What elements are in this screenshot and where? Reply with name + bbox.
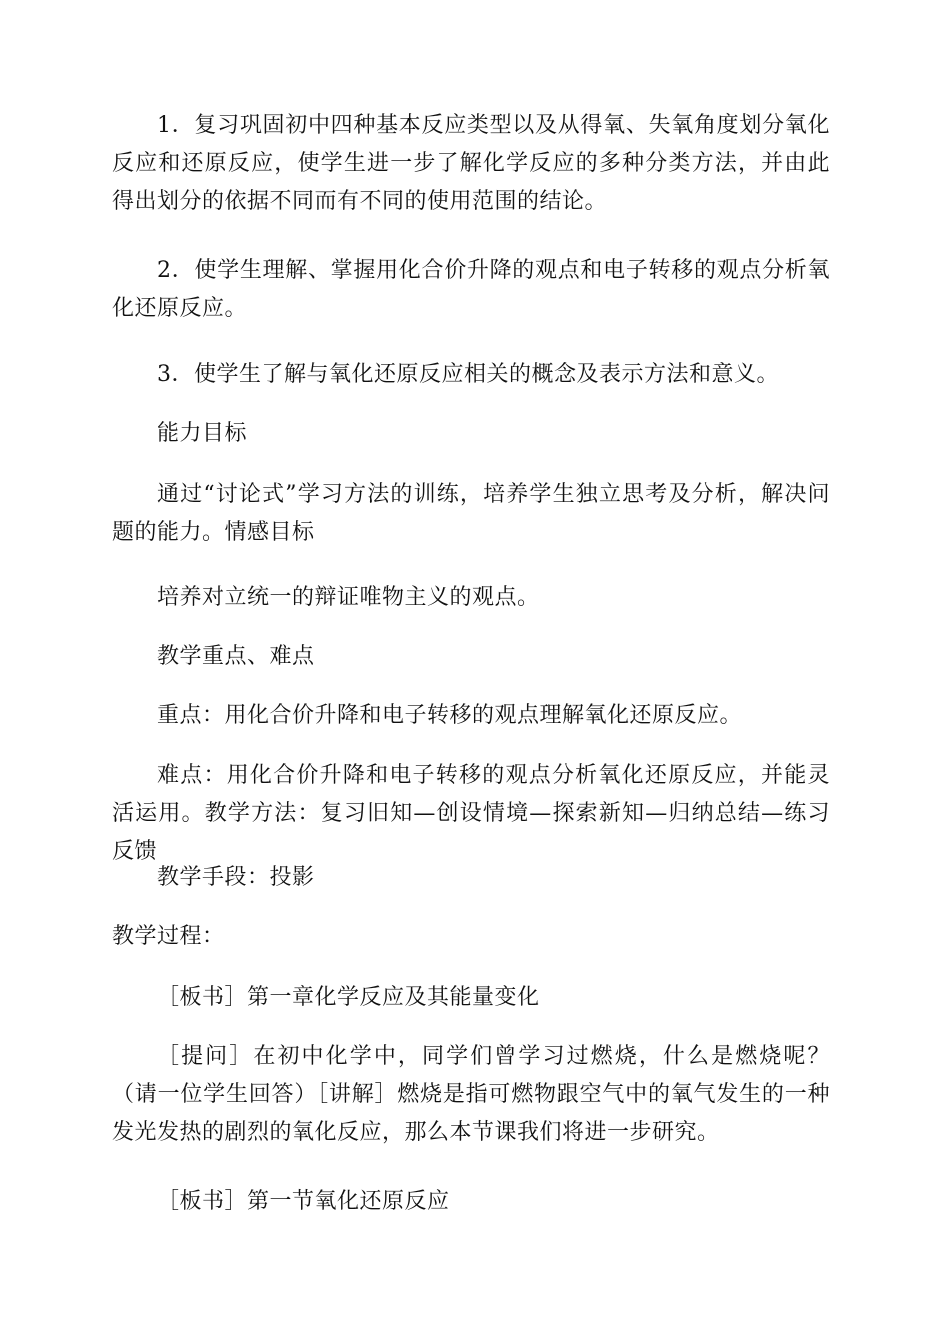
paragraph-question: ［提问］在初中化学中，同学们曾学习过燃烧，什么是燃烧呢？（请一位学生回答）［讲解］燃烧是指可燃物跟空气中的氧气发生的一种发光发热的剧烈的氧化反应，那么本节课我们将进一步研究。 [112,1044,830,1145]
heading-key-points: 教学重点、难点 [157,644,315,669]
paragraph-teaching-means: 教学手段：投影 [157,865,315,890]
paragraph-objective-2: 2．使学生理解、掌握用化合价升降的观点和电子转移的观点分析氧化还原反应。 [112,258,830,321]
heading-ability-goals: 能力目标 [157,421,248,446]
paragraph-board-section: ［板书］第一节氧化还原反应 [157,1189,450,1214]
heading-teaching-process: 教学过程： [112,924,225,949]
paragraph-ability: 通过“讨论式”学习方法的训练，培养学生独立思考及分析，解决问题的能力。情感目标 [112,482,830,545]
paragraph-emotion: 培养对立统一的辩证唯物主义的观点。 [157,585,540,610]
paragraph-objective-3: 3．使学生了解与氧化还原反应相关的概念及表示方法和意义。 [157,362,779,387]
paragraph-key-point: 重点：用化合价升降和电子转移的观点理解氧化还原反应。 [157,703,743,728]
paragraph-objective-1: 1．复习巩固初中四种基本反应类型以及从得氧、失氧角度划分氧化反应和还原反应，使学生进一步了解化学反应的多种分类方法，并由此得出划分的依据不同而有不同的使用范围的结论。 [112,113,830,214]
paragraph-board-chapter: ［板书］第一章化学反应及其能量变化 [157,985,540,1010]
paragraph-difficulty: 难点：用化合价升降和电子转移的观点分析氧化还原反应，并能灵活运用。教学方法：复习旧知—创设情境—探索新知—归纳总结—练习反馈 [112,763,830,864]
